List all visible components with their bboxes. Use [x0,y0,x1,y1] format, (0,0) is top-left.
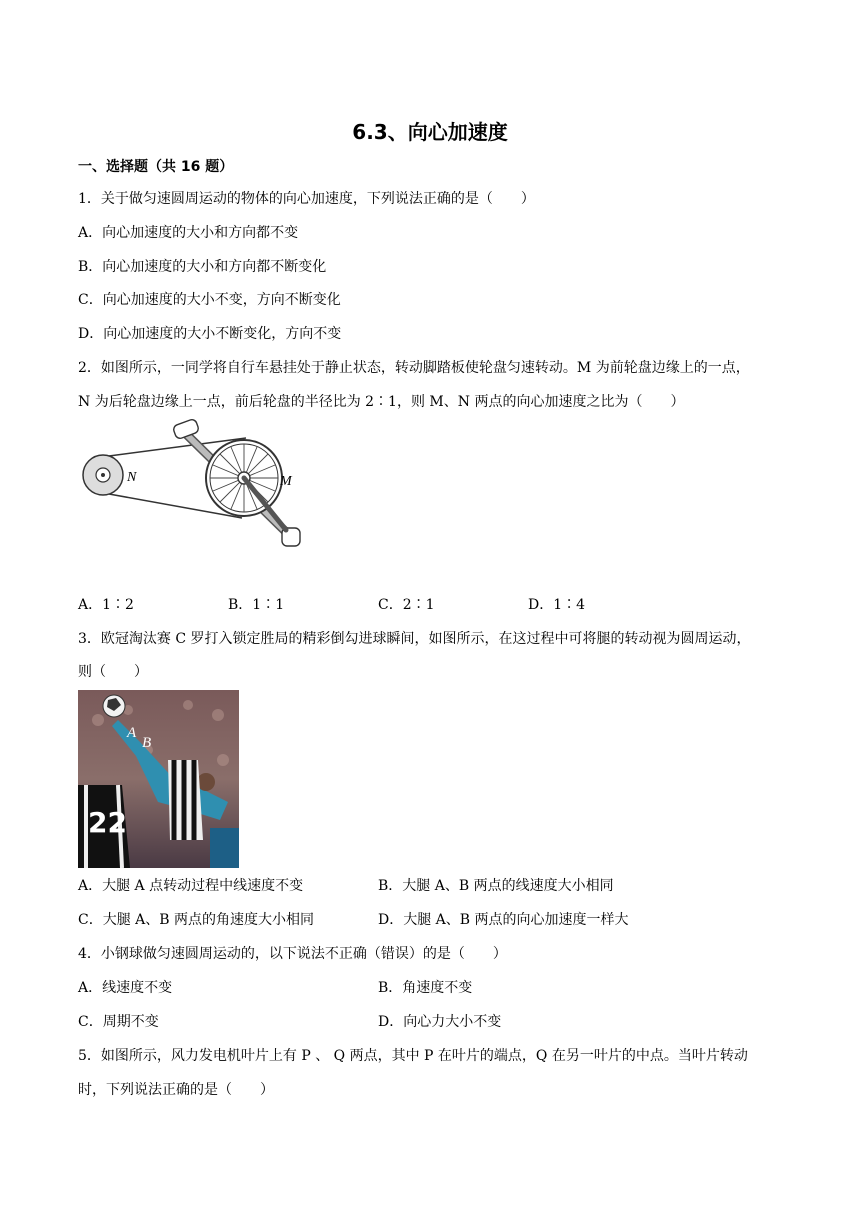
label-m: M [280,474,292,489]
bicycle-chain-figure [82,418,310,552]
section-heading: 一、选择题（共 16 题） [78,159,234,175]
q3-stem-line2: 则（ ） [78,664,148,680]
q2-option-d: D．1∶4 [528,597,586,613]
label-b: B [142,735,152,751]
q5-stem-line2: 时，下列说法正确的是（ ） [78,1082,274,1098]
q3-stem-line1: 3．欧冠淘汰赛 C 罗打入锁定胜局的精彩倒勾进球瞬间，如图所示，在这过程中可将腿的转动视为圆周运动， [78,631,751,647]
q1-option-a: A．向心加速度的大小和方向都不变 [78,225,299,241]
q2-stem-line1: 2．如图所示，一同学将自行车悬挂处于静止状态，转动脚踏板使轮盘匀速转动。M 为前轮盘边缘上的一点， [78,360,750,376]
football-photo [78,690,239,868]
q3-option-a: A．大腿 A 点转动过程中线速度不变 [78,878,304,894]
page-title: 6.3、向心加速度 [352,120,508,144]
q1-option-b: B．向心加速度的大小和方向都不断变化 [78,259,327,275]
q2-stem-line2: N 为后轮盘边缘上一点，前后轮盘的半径比为 2∶1，则 M、N 两点的向心加速度之比为（ ） [78,394,685,410]
q1-option-c: C．向心加速度的大小不变，方向不断变化 [78,292,341,308]
q5-stem-line1: 5．如图所示，风力发电机叶片上有 P 、 Q 两点，其中 P 在叶片的端点，Q 在另一叶片的中点。当叶片转动 [78,1048,748,1064]
q1-stem: 1．关于做匀速圆周运动的物体的向心加速度，下列说法正确的是（ ） [78,191,535,207]
label-a: A [127,725,137,741]
pedal-top [172,418,199,439]
q1-option-d: D．向心加速度的大小不断变化，方向不变 [78,326,342,342]
q3-option-d: D．大腿 A、B 两点的向心加速度一样大 [378,912,629,928]
q4-option-a: A．线速度不变 [78,980,173,996]
q4-option-b: B．角速度不变 [378,980,473,996]
q2-option-b: B．1∶1 [228,597,285,613]
jersey-number: 22 [88,806,127,839]
q3-option-c: C．大腿 A、B 两点的角速度大小相同 [78,912,315,928]
label-n: N [127,470,137,485]
q4-stem: 4．小钢球做匀速圆周运动的，以下说法不正确（错误）的是（ ） [78,946,507,962]
q2-option-c: C．2∶1 [378,597,435,613]
q3-option-b: B．大腿 A、B 两点的线速度大小相同 [378,878,614,894]
q4-option-c: C．周期不变 [78,1014,159,1030]
q4-option-d: D．向心力大小不变 [378,1014,502,1030]
q2-option-a: A．1∶2 [78,597,134,613]
